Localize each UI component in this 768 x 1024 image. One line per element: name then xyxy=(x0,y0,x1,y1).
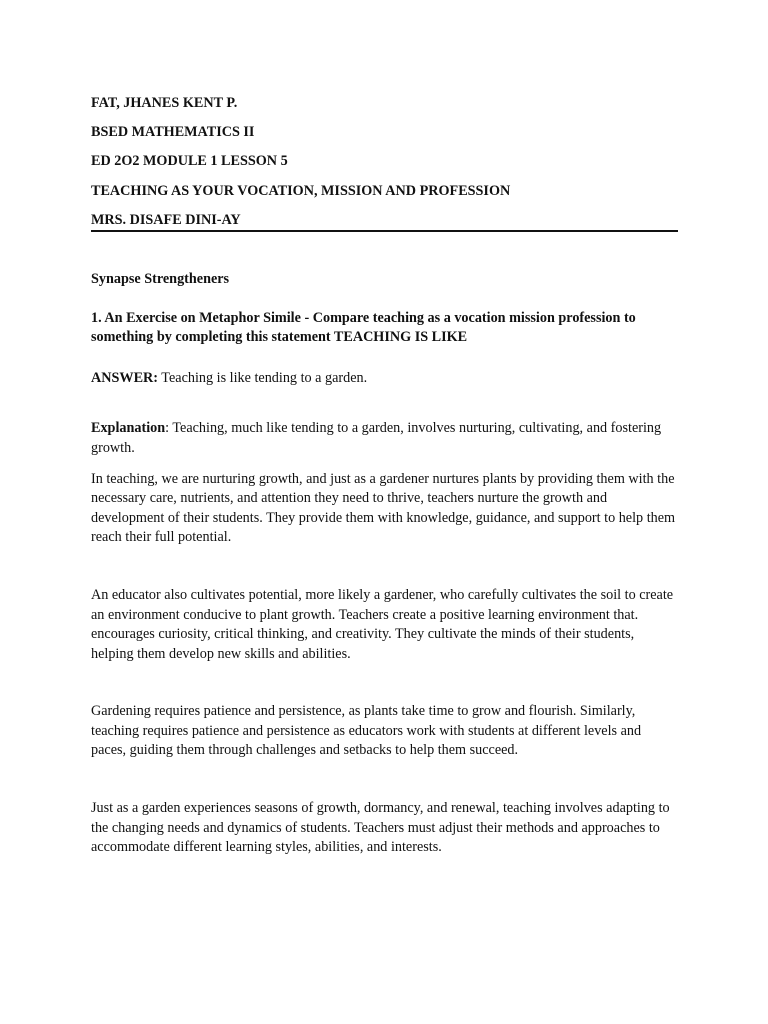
document-body xyxy=(91,94,679,858)
body-paragraph-patience: Gardening requires patience and persistence, as plants take time to grow and flourish. Similarly, teaching requires patience and persistence as educators work with students at different levels and paces, guiding them through challenges and setbacks to help them succeed. xyxy=(91,703,642,759)
lesson-title: TEACHING AS YOUR VOCATION, MISSION AND PROFESSION xyxy=(91,182,511,199)
program-line: BSED MATHEMATICS II xyxy=(91,124,255,141)
body-paragraph-cultivating: An educator also cultivates potential, more likely a gardener, who carefully cultivates the soil to create an environment conducive to plant growth. Teachers create a positive learning environment that. encourages curiosity, critical thinking, and creativity. They cultivate the minds of their students, helping them develop new skills and abilities. xyxy=(91,586,674,662)
explanation-paragraph xyxy=(91,419,679,458)
section-title: Synapse Strengtheners xyxy=(91,270,230,287)
body-paragraph-nurturing: In teaching, we are nurturing growth, and just as a gardener nurtures plants by providing them with the necessary care, nutrients, and attention they need to thrive, teachers nurture the growth and development of their students. They provide them with knowledge, guidance, and support to help them reach their full potential. xyxy=(91,470,676,546)
answer-paragraph xyxy=(91,369,679,389)
student-name: FAT, JHANES KENT P. xyxy=(91,95,238,111)
explanation-text: : Teaching, much like tending to a garden, involves nurturing, cultivating, and fostering growth. xyxy=(91,420,662,456)
explanation-label: Explanation xyxy=(91,420,166,437)
course-line: ED 2O2 MODULE 1 LESSON 5 xyxy=(91,153,288,170)
answer-label: ANSWER: xyxy=(91,369,159,386)
body-paragraph-seasons: Just as a garden experiences seasons of growth, dormancy, and renewal, teaching involves adapting to the changing needs and dynamics of students. Teachers must adjust their methods and approaches to accommodate different learning styles, abilities, and interests. xyxy=(91,800,670,856)
answer-text: Teaching is like tending to a garden. xyxy=(158,369,368,386)
question-prompt: 1. An Exercise on Metaphor Simile - Compare teaching as a vocation mission profession to something by completing this statement TEACHING IS LIKE xyxy=(91,309,636,345)
header-divider xyxy=(91,230,678,232)
instructor-line: MRS. DISAFE DINI-AY xyxy=(91,211,241,228)
